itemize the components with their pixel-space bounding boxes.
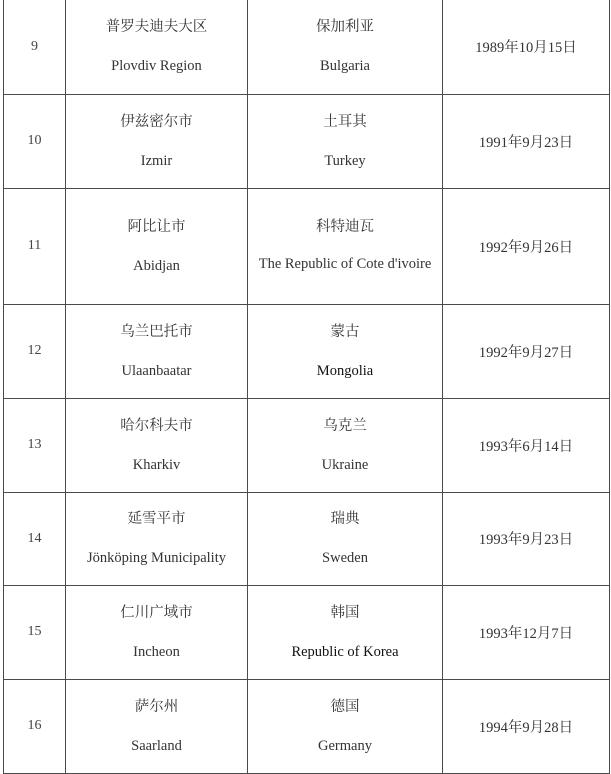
country-cell [248,492,443,585]
country-name-cn: 蒙古 [330,323,360,340]
sister-cities-table [3,0,610,774]
city-name-cn: 伊兹密尔市 [120,113,193,130]
table-row [4,188,610,304]
city-cell [66,188,248,304]
table-row [4,94,610,188]
country-cell [248,188,443,304]
city-name-cn: 仁川广域市 [120,604,193,621]
country-name-cn: 保加利亚 [316,19,374,36]
country-name-cn: 科特迪瓦 [316,218,374,235]
date-cell: 1993年12月7日 [443,585,610,679]
city-cell [66,0,248,94]
country-name-en: The Republic of Cote d'ivoire [258,255,432,272]
country-name-cn: 土耳其 [323,113,367,130]
row-index: 13 [4,398,66,492]
country-name-cn: 乌克兰 [323,417,367,434]
country-name-en: Ukraine [321,456,369,473]
country-name-en: Turkey [324,152,366,169]
country-cell [248,398,443,492]
country-name-cn: 德国 [330,698,360,715]
country-name-en: Republic of Korea [291,643,399,660]
city-name-en: Izmir [140,152,173,169]
row-index: 11 [4,188,66,304]
country-cell [248,94,443,188]
date-cell: 1992年9月26日 [443,188,610,304]
date-cell: 1993年6月14日 [443,398,610,492]
table-row [4,679,610,773]
city-name-en: Ulaanbaatar [121,362,192,379]
city-name-cn: 哈尔科夫市 [120,417,193,434]
city-cell [66,585,248,679]
country-name-en: Germany [318,737,372,754]
date-cell: 1994年9月28日 [443,679,610,773]
city-cell [66,492,248,585]
date-cell: 1993年9月23日 [443,492,610,585]
country-name-en: Sweden [322,550,368,566]
table-row [4,0,610,94]
country-cell [248,304,443,398]
city-name-en: Kharkiv [132,456,181,473]
row-index: 9 [4,0,66,94]
city-name-en: Incheon [133,643,180,660]
city-name-en: Saarland [131,737,182,754]
city-cell [66,398,248,492]
country-name-cn: 瑞典 [330,511,360,527]
city-name-cn: 萨尔州 [134,698,179,715]
city-cell [66,304,248,398]
country-name-en: Bulgaria [320,58,370,75]
row-index: 15 [4,585,66,679]
city-name-cn: 阿比让市 [127,218,186,235]
date-cell: 1991年9月23日 [443,94,610,188]
city-name-cn: 普罗夫迪夫大区 [105,19,208,36]
date-cell: 1989年10月15日 [443,0,610,94]
row-index: 14 [4,492,66,585]
country-cell [248,679,443,773]
city-name-en: Jönköping Municipality [87,550,226,566]
table-row [4,304,610,398]
country-cell [248,0,443,94]
date-cell: 1992年9月27日 [443,304,610,398]
row-index: 10 [4,94,66,188]
city-name-en: Abidjan [133,257,180,274]
city-name-cn: 乌兰巴托市 [120,323,193,340]
row-index: 16 [4,679,66,773]
row-index: 12 [4,304,66,398]
city-name-cn: 延雪平市 [127,511,186,527]
table-row [4,492,610,585]
table-row [4,585,610,679]
city-cell [66,679,248,773]
table-row [4,398,610,492]
country-name-en: Mongolia [316,362,374,379]
city-cell [66,94,248,188]
country-name-cn: 韩国 [330,604,360,621]
country-cell [248,585,443,679]
city-name-en: Plovdiv Region [111,58,202,75]
